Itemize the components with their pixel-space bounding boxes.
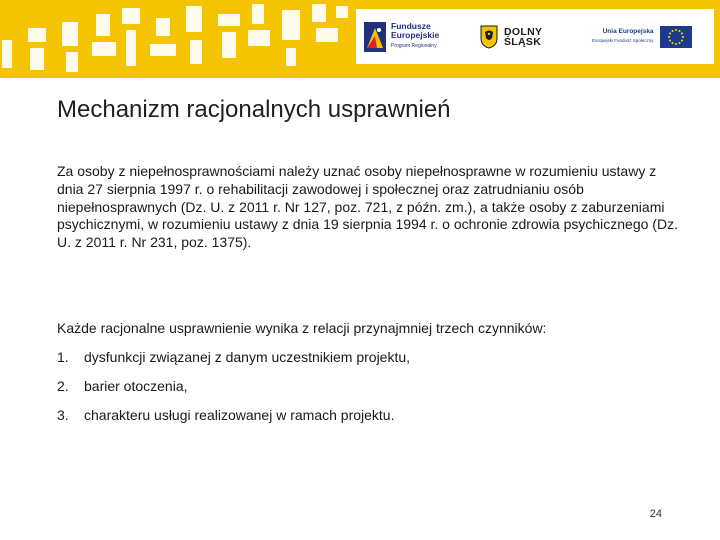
- coat-of-arms-icon: [480, 25, 498, 49]
- decor-block: [316, 28, 338, 42]
- decor-block: [156, 18, 170, 36]
- list-item-text: charakteru usługi realizowanej w ramach projektu.: [84, 407, 395, 423]
- decor-block: [222, 32, 236, 58]
- decor-block: [28, 28, 46, 42]
- funds-logo-icon: [364, 22, 386, 52]
- list-item: [57, 377, 410, 406]
- logo-strip: [356, 9, 714, 64]
- decor-block: [66, 52, 78, 72]
- funds-logo: [364, 9, 439, 64]
- decor-block: [186, 6, 202, 32]
- list-item-text: barier otoczenia,: [84, 378, 188, 394]
- decor-block: [126, 30, 136, 66]
- funds-logo-line2: Europejskie: [391, 30, 440, 40]
- decor-block: [312, 4, 326, 22]
- funds-logo-line1: Fundusze: [391, 21, 431, 31]
- decor-block: [30, 48, 44, 70]
- decor-block: [62, 22, 78, 46]
- list-item-number: 1.: [57, 349, 69, 365]
- decor-block: [122, 8, 140, 24]
- list-item-number: 3.: [57, 407, 69, 423]
- funds-logo-line3: Program Regionalny: [391, 43, 437, 49]
- page-number: 24: [649, 508, 662, 520]
- decor-block: [282, 10, 300, 40]
- region-logo-line2: ŚLĄSK: [504, 35, 542, 48]
- list-intro: Każde racjonalne usprawnienie wynika z relacji przynajmniej trzech czynników:: [57, 320, 547, 336]
- factor-list: [57, 348, 410, 435]
- list-item-number: 2.: [57, 378, 69, 394]
- list-item: [57, 406, 410, 435]
- eu-logo: [592, 9, 692, 64]
- decor-block: [2, 40, 12, 68]
- list-item-text: dysfunkcji związanej z danym uczestnikiem projektu,: [84, 349, 411, 365]
- eu-logo-line1: Unia Europejska: [602, 28, 654, 35]
- decor-block: [286, 48, 296, 66]
- decor-block: [96, 14, 110, 36]
- region-logo: [480, 9, 542, 64]
- decor-block: [248, 30, 270, 46]
- decor-block: [150, 44, 176, 56]
- definition-paragraph: Za osoby z niepełnosprawnościami należy uznać osoby niepełnosprawne w rozumieniu ustawy z dnia 27 sierpnia 1997 r. o rehabilitacji zawodowej i społecznej oraz zatrudnianiu osób niepełnosprawnych (Dz. U. z 2011 r. Nr 127, poz. 721, z późn. zm.), a także osoby z zaburzeniami psychicznymi, w rozumieniu ustawy z dnia 19 sierpnia 1994 r. o ochronie zdrowia psychicznego (Dz. U. z 2011 r. Nr 231, poz. 1375).: [57, 163, 678, 251]
- decor-block: [252, 4, 264, 24]
- region-logo-line1: DOLNY: [504, 25, 543, 38]
- eu-logo-line2: Europejski Fundusz Społeczny: [592, 38, 654, 43]
- decor-block: [92, 42, 116, 56]
- header-band: [0, 0, 720, 78]
- eu-flag-icon: [660, 26, 692, 48]
- slide-title: Mechanizm racjonalnych usprawnień: [57, 96, 451, 123]
- decor-block: [218, 14, 240, 26]
- decor-block: [336, 6, 348, 18]
- decor-block: [190, 40, 202, 64]
- list-item: [57, 348, 410, 377]
